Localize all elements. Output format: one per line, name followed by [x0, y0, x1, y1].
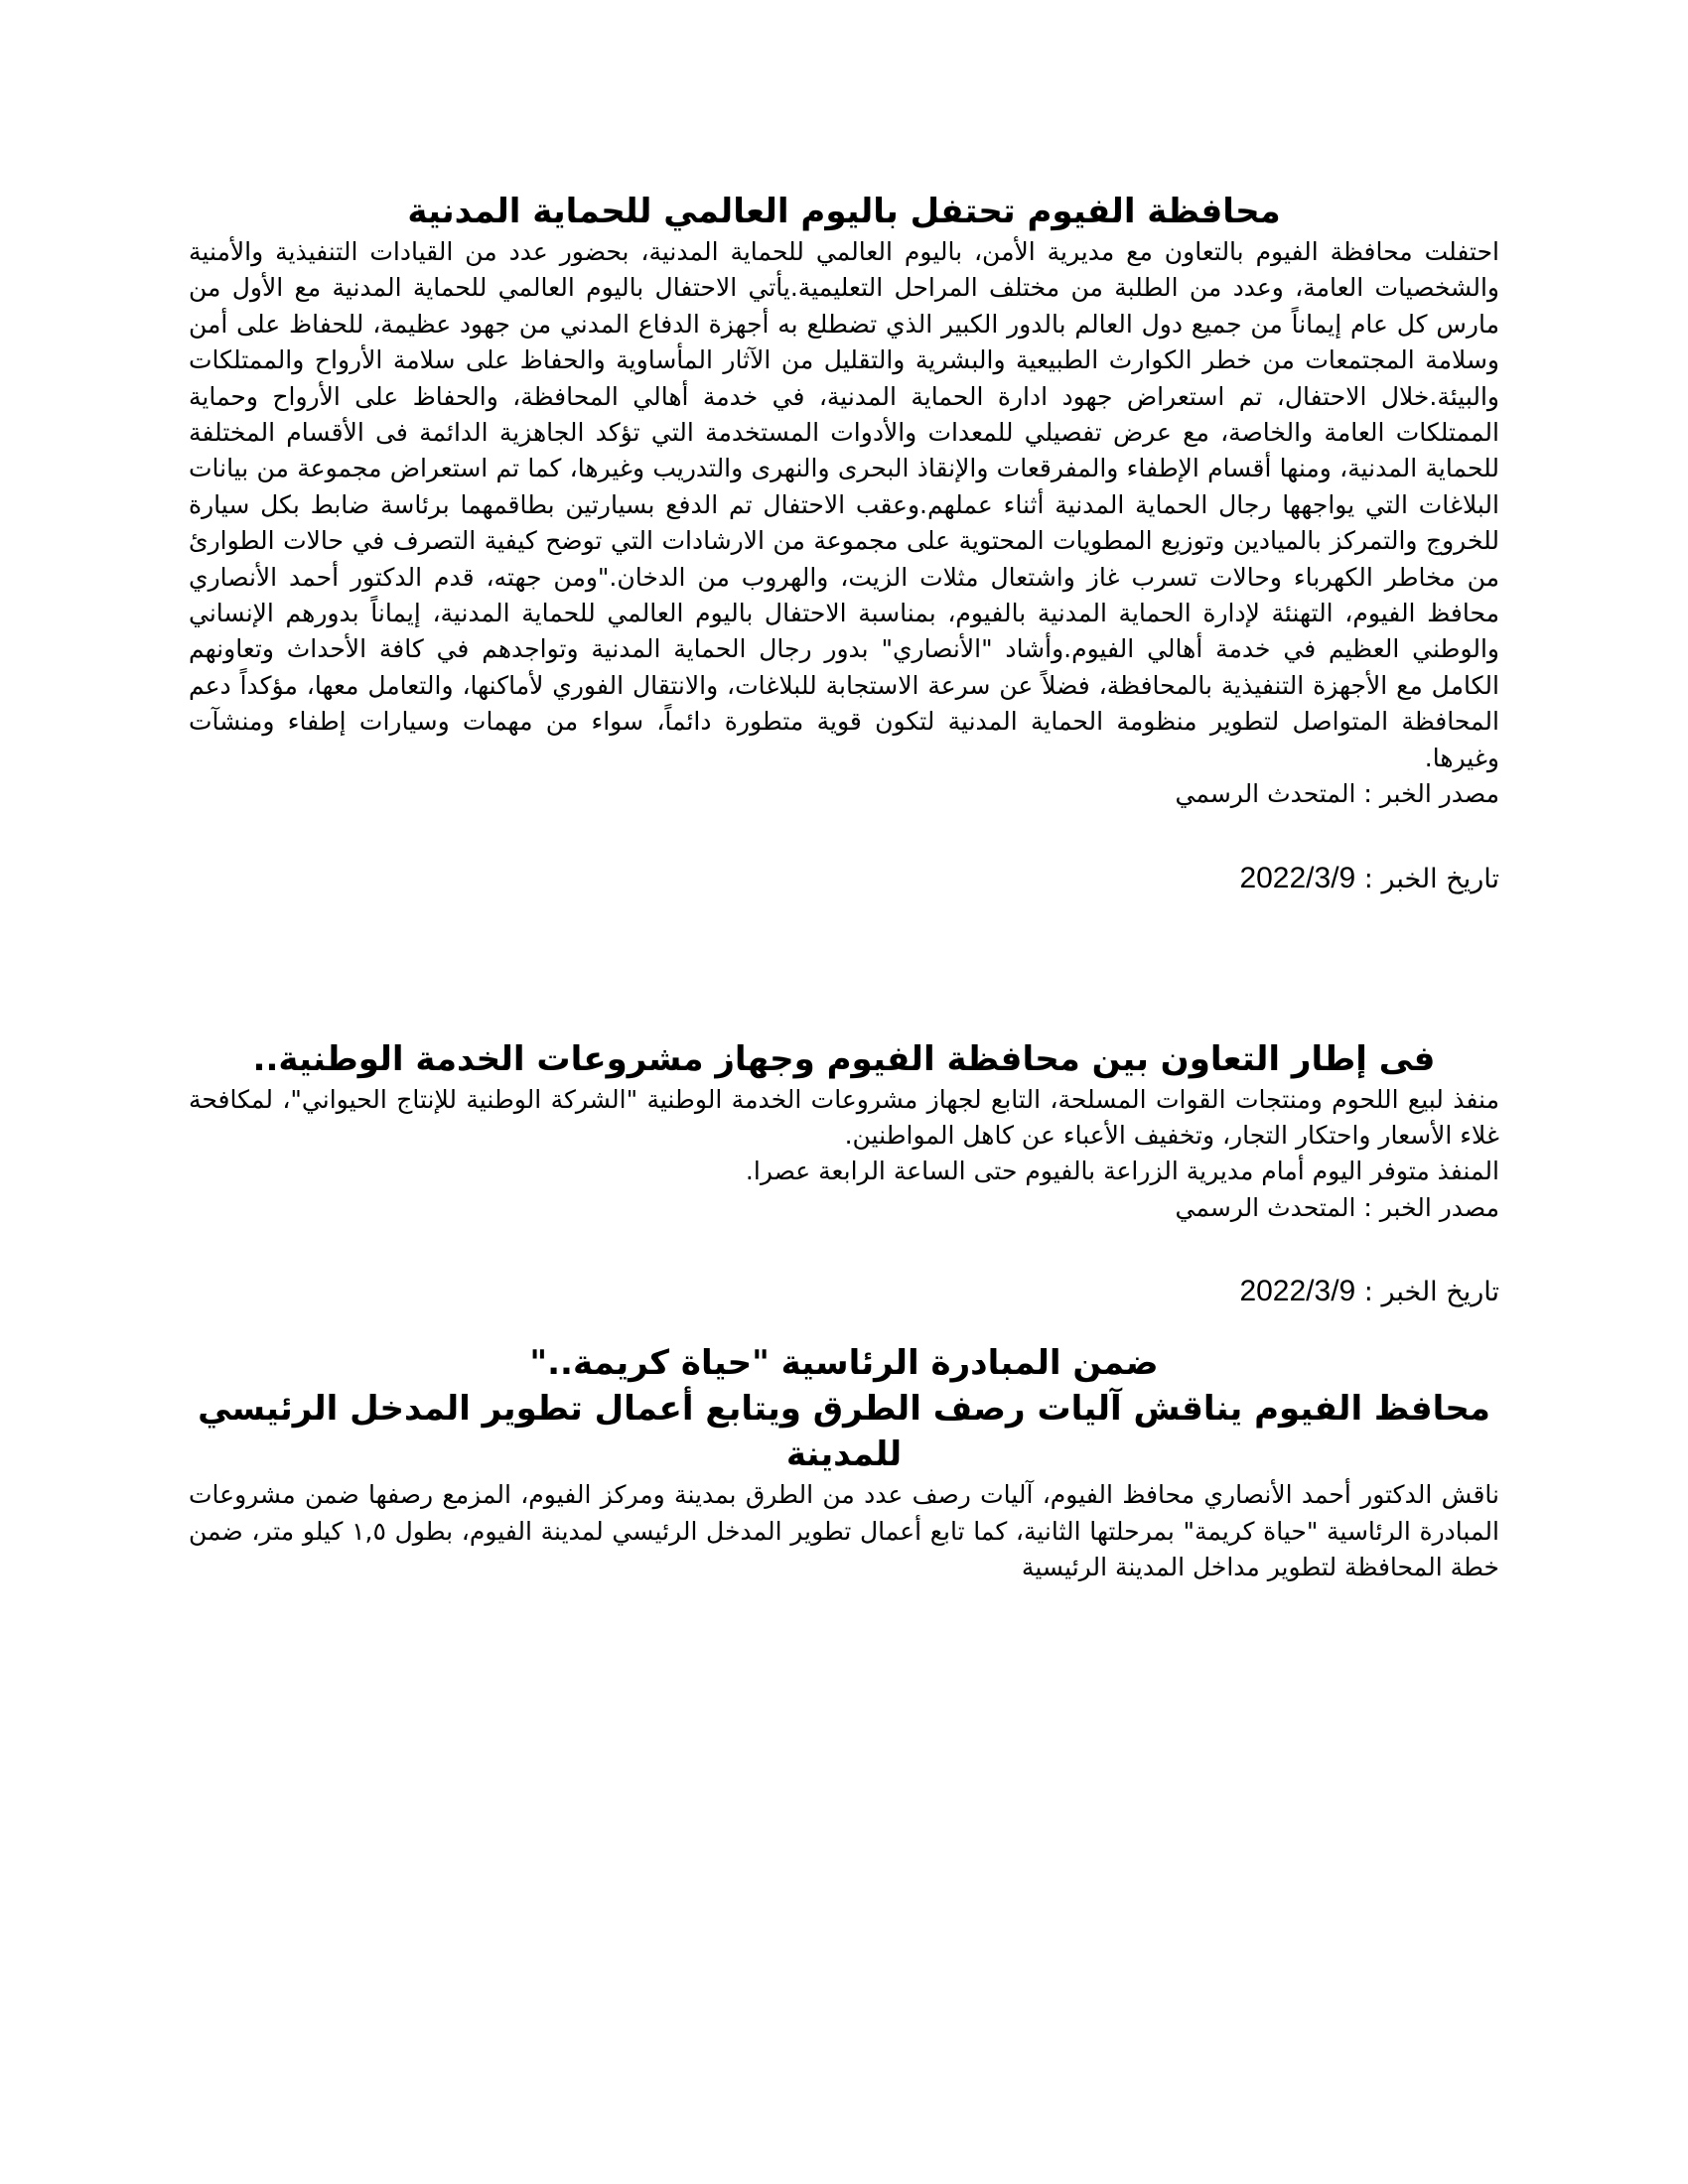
article-title [189, 1036, 1499, 1082]
article-body-line: المنفذ متوفر اليوم أمام مديرية الزراعة بالفيوم حتى الساعة الرابعة عصرا. [745, 1157, 1499, 1186]
article-title-line: ضمن المبادرة الرئاسية "حياة كريمة.." [529, 1343, 1159, 1384]
news-article-civil-protection [189, 189, 1499, 897]
article-title-line: محافظة الفيوم تحتفل باليوم العالمي للحماية المدنية [407, 192, 1281, 231]
news-date [189, 861, 1499, 897]
news-date-value: 2022/3/9 [1239, 1275, 1356, 1308]
article-title-line: فى إطار التعاون بين محافظة الفيوم وجهاز مشروعات الخدمة الوطنية.. [252, 1038, 1436, 1079]
news-date [189, 1274, 1499, 1310]
article-title-line: محافظ الفيوم يناقش آليات رصف الطرق ويتابع أعمال تطوير المدخل الرئيسي للمدينة [198, 1389, 1490, 1475]
news-source: مصدر الخبر : المتحدث الرسمي [1175, 1192, 1499, 1222]
news-article-national-service [189, 1036, 1499, 1311]
article-body: احتفلت محافظة الفيوم بالتعاون مع مديرية الأمن، باليوم العالمي للحماية المدنية، بحضور عدد من القيادات التنفيذية والأمنية والشخصيات العامة، وعدد من الطلبة من مختلف المراحل التعليمية.يأتي الاحتفال باليوم العالمي للحماية المدنية مع الأول من مارس كل عام إيماناً من جميع دول العالم بالدور الكبير الذي تضطلع به أجهزة الدفاع المدني من جهود عظيمة، للحفاظ على أمن وسلامة المجتمعات من خطر الكوارث الطبيعية والبشرية والتقليل من الآثار المأساوية والحفاظ على سلامة الأرواح والممتلكات والبيئة.خلال الاحتفال، تم استعراض جهود ادارة الحماية المدنية، في خدمة أهالي المحافظة، والحفاظ على الأرواح وحماية الممتلكات العامة والخاصة، مع عرض تفصيلي للمعدات والأدوات المستخدمة التي تؤكد الجاهزية الدائمة فى الأقسام المختلفة للحماية المدنية، ومنها أقسام الإطفاء والمفرقعات والإنقاذ البحرى والنهرى والتدريب وغيرها، كما تم استعراض مجموعة من بيانات البلاغات التي يواجهها رجال الحماية المدنية أثناء عملهم.وعقب الاحتفال تم الدفع بسيارتين بطاقمهما برئاسة ضابط بكل سيارة للخروج والتمركز بالميادين وتوزيع المطويات المحتوية على مجموعة من الارشادات التي توضح كيفية التصرف في حالات الطوارئ من مخاطر الكهرباء وحالات تسرب غاز واشتعال مثلات الزيت، والهروب من الدخان."ومن جهته، قدم الدكتور أحمد الأنصاري محافظ الفيوم، التهنئة لإدارة الحماية المدنية بالفيوم، بمناسبة الاحتفال باليوم العالمي للحماية المدنية، إيماناً بدورهم الإنساني والوطني العظيم في خدمة أهالي الفيوم.وأشاد "الأنصاري" بدور رجال الحماية المدنية وتواجدهم في كافة الأحداث وتعاونهم الكامل مع الأجهزة التنفيذية بالمحافظة، فضلاً عن سرعة الاستجابة للبلاغات، والانتقال الفوري لأماكنها، والتعامل معها، مؤكداً دعم المحافظة المتواصل لتطوير منظومة الحماية المدنية لتكون قوية متطورة دائماً، سواء من مهمات وسيارات إطفاء ومنشآت وغيرها. [189, 237, 1499, 772]
article-title [189, 189, 1499, 234]
article-body: ناقش الدكتور أحمد الأنصاري محافظ الفيوم، آليات رصف عدد من الطرق بمدينة ومركز الفيوم، المزمع رصفها ضمن مشروعات المبادرة الرئاسية "حياة كريمة" بمرحلتها الثانية، كما تابع أعمال تطوير المدخل الرئيسي لمدينة الفيوم، بطول ١,٥ كيلو متر، ضمن خطة المحافظة لتطوير مداخل المدينة الرئيسية [189, 1480, 1499, 1581]
article-body: منفذ لبيع اللحوم ومنتجات القوات المسلحة، التابع لجهاز مشروعات الخدمة الوطنية "الشركة الوطنية للإنتاج الحيواني"، لمكافحة غلاء الأسعار واحتكار التجار، وتخفيف الأعباء عن كاهل المواطنين. [189, 1084, 1499, 1150]
document-page [189, 189, 1499, 1585]
news-date-label: تاريخ الخبر : [1355, 1277, 1499, 1308]
news-article-decent-life [189, 1340, 1499, 1585]
article-title [189, 1340, 1499, 1477]
news-date-label: تاريخ الخبر : [1355, 863, 1499, 894]
news-date-value: 2022/3/9 [1239, 861, 1356, 894]
news-source: مصدر الخبر : المتحدث الرسمي [1175, 779, 1499, 809]
